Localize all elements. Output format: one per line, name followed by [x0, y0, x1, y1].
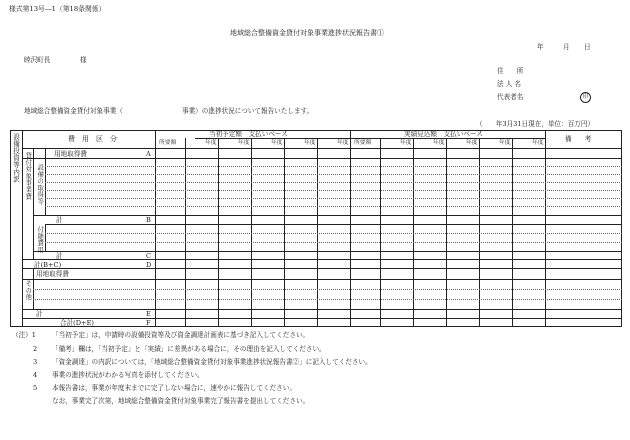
target-cost-label: 貸付対象事業費: [24, 152, 32, 200]
note-1-text: 「当初予定」は，申請時の設備投資等及び資金調達計画表に基づき記入してください。: [52, 331, 310, 339]
note-3-text: 「資金調達」の内訳については，「地域総合整備資金貸付対象事業進捗状況報告書②」に記入してください。: [52, 358, 372, 366]
actual-year-header-4: 年度: [499, 140, 511, 146]
subtotal-b-label: 計: [56, 216, 63, 224]
note-5-number: 5: [33, 384, 38, 392]
total-bc-label: 計(B+C): [34, 261, 62, 269]
note-5-continuation: なお，事業完了次第，地域総合整備資金貸付対象事業完了報告書を提出してください。: [52, 397, 310, 405]
plan-header: 当初予定額 支払いベース: [209, 130, 288, 138]
seal-mark: 印: [580, 92, 591, 103]
addressee-honorific: 様: [80, 56, 87, 64]
mark-e: E: [146, 310, 151, 318]
as-of-unit: （ 年3月31日現在，単位：百万円）: [476, 120, 595, 128]
note-5-text: 本報告書は，事業が年度末までに完了しない場合に，速やかに報告してください。: [52, 384, 296, 392]
plan-year-header-2: 年度: [238, 140, 250, 146]
plan-year-header-5: 年度: [337, 140, 349, 146]
mark-d: D: [146, 261, 152, 269]
note-1-number: （注）1: [12, 331, 36, 339]
actual-year-header-1: 年度: [400, 140, 412, 146]
actual-year-header-2: 年度: [433, 140, 445, 146]
actual-year-header-5: 年度: [532, 140, 544, 146]
plan-year-header-3: 年度: [271, 140, 283, 146]
applicant-corporation-label: 法 人 名: [497, 80, 521, 88]
plan-year-header-1: 年度: [205, 140, 217, 146]
form-number: 様式第13号―1（第18条関係）: [9, 5, 106, 13]
intro-prefix: 地域総合整備資金貸付対象事業（: [24, 107, 123, 115]
others-land-cost-label: 用地取得費: [36, 270, 69, 278]
addressee-name: 睦沢町長: [24, 56, 51, 64]
date-day: 日: [584, 43, 591, 51]
note-4-text: 事業の進捗状況がわかる写真を添付してください。: [52, 371, 204, 379]
others-label: その他: [24, 280, 32, 301]
intro-suffix: 事業）の進捗状況について報告いたします。: [182, 107, 314, 115]
mark-a: A: [146, 150, 151, 158]
subtotal-e-label: 計: [36, 310, 43, 318]
actual-required-header: 所要額: [354, 140, 372, 146]
incidental-label: 付随費用: [36, 226, 44, 254]
plan-required-header: 所要額: [159, 140, 177, 146]
mark-b: B: [146, 216, 151, 224]
date-month: 月: [563, 43, 570, 51]
plan-year-header-4: 年度: [304, 140, 316, 146]
note-4-number: 4: [33, 371, 38, 379]
header-category: 費 用 区 分: [68, 135, 117, 143]
grand-total-label: 合計(D+E): [60, 319, 94, 327]
side-label: 設備投資等内訳: [11, 133, 20, 183]
applicant-address-label: 住 所: [497, 67, 524, 75]
actual-header: 実績見込額 支払いベース: [404, 130, 483, 138]
note-2-number: 2: [33, 345, 38, 353]
remarks-header: 備 考: [565, 135, 592, 143]
report-title: 地域総合整備資金貸付対象事業進捗状況報告書①: [230, 29, 384, 37]
note-2-text: 「備考」欄は，「当初予定」と「実績」に差異がある場合に，その理由を記入してください。: [52, 345, 326, 353]
applicant-representative-label: 代表者名: [497, 93, 524, 101]
note-3-number: 3: [33, 358, 38, 366]
mark-c: C: [146, 252, 152, 260]
land-cost-label: 用地取得費: [54, 150, 87, 158]
equipment-cost-label: 設備の取得等: [36, 164, 44, 205]
mark-f: F: [146, 319, 151, 327]
date-year: 年: [537, 43, 544, 51]
subtotal-c-label: 計: [56, 252, 63, 260]
actual-year-header-3: 年度: [466, 140, 478, 146]
